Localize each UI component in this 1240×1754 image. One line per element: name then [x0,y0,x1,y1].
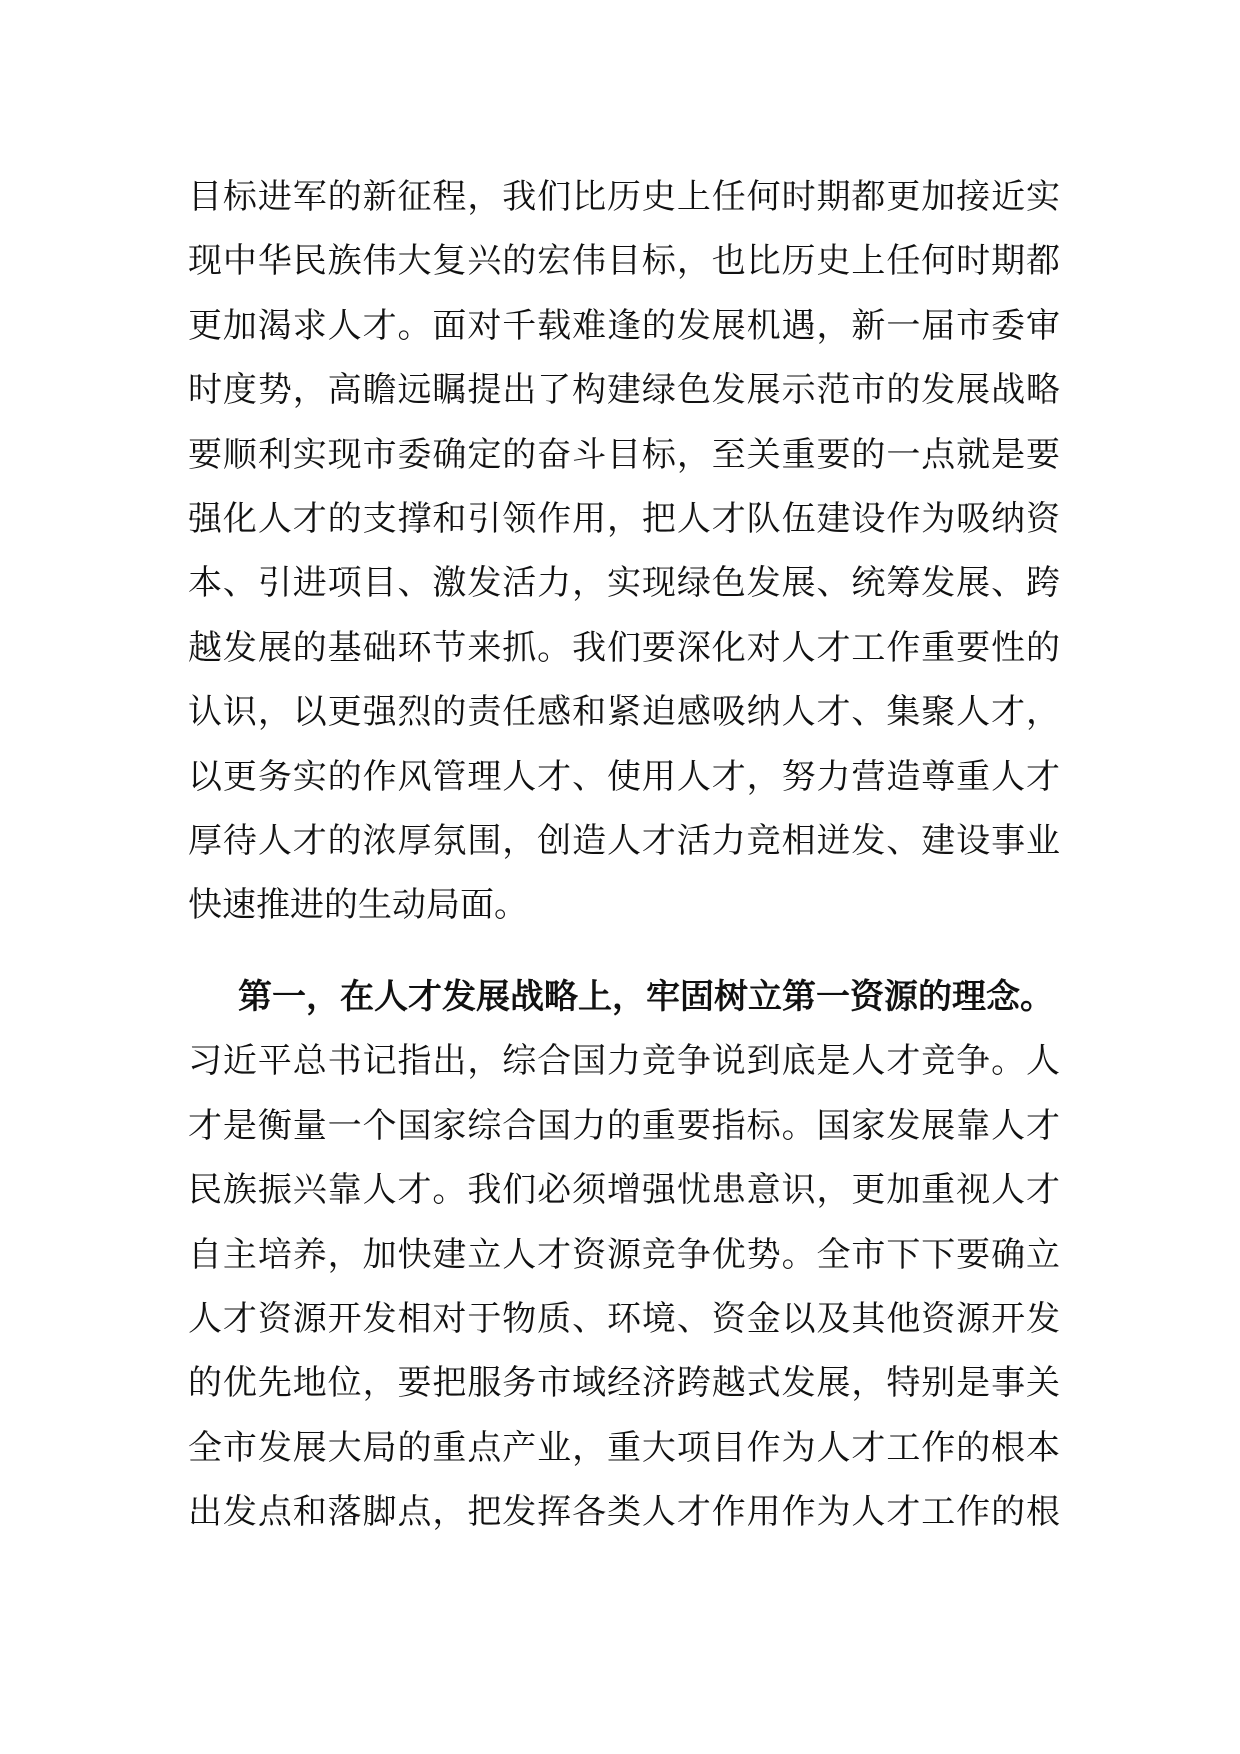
text-line: 本、引进项目、激发活力，实现绿色发展、统筹发展、跨 [188,563,1060,604]
section-heading [188,965,1060,1029]
section-paragraph [188,965,1060,1545]
text-line: 厚待人才的浓厚氛围，创造人才活力竞相迸发、建设事业 [188,820,1060,861]
text-line: 目标进军的新征程，我们比历史上任何时期都更加接近实 [188,177,1060,217]
text-line: 更加渴求人才。面对千载难逢的发展机遇，新一届市委审 [188,305,1060,346]
text-line: 时度势，高瞻远瞩提出了构建绿色发展示范市的发展战略 [188,370,1060,411]
text-line: 快速推进的生动局面。 [188,885,528,926]
text-line: 以更务实的作风管理人才、使用人才，努力营造尊重人才 [188,756,1060,797]
text-line: 强化人才的支撑和引领作用，把人才队伍建设作为吸纳资 [188,498,1060,539]
text-line: 人才资源开发相对于物质、环境、资金以及其他资源开发 [188,1298,1060,1339]
section-heading-text: 第一，在人才发展战略上，牢固树立第一资源的理念。 [238,977,1054,1017]
text-line: 现中华民族伟大复兴的宏伟目标，也比历史上任何时期都 [188,241,1060,282]
text-line: 全市发展大局的重点产业，重大项目作为人才工作的根本 [188,1427,1060,1468]
text-line: 才是衡量一个国家综合国力的重要指标。国家发展靠人才 [188,1105,1060,1146]
text-line: 自主培养，加快建立人才资源竞争优势。全市下下要确立 [188,1234,1060,1275]
text-line: 要顺利实现市委确定的奋斗目标，至关重要的一点就是要 [188,434,1060,475]
text-line: 的优先地位，要把服务市域经济跨越式发展，特别是事关 [188,1363,1060,1404]
body-paragraph [188,165,1060,938]
text-line: 认识，以更强烈的责任感和紧迫感吸纳人才、集聚人才， [188,692,1060,733]
text-line: 习近平总书记指出，综合国力竞争说到底是人才竞争。人 [188,1041,1060,1082]
text-line: 民族振兴靠人才。我们必须增强忧患意识，更加重视人才 [188,1170,1060,1211]
text-line: 越发展的基础环节来抓。我们要深化对人才工作重要性的 [188,627,1060,668]
text-line: 出发点和落脚点，把发挥各类人才作用作为人才工作的根 [188,1492,1060,1533]
